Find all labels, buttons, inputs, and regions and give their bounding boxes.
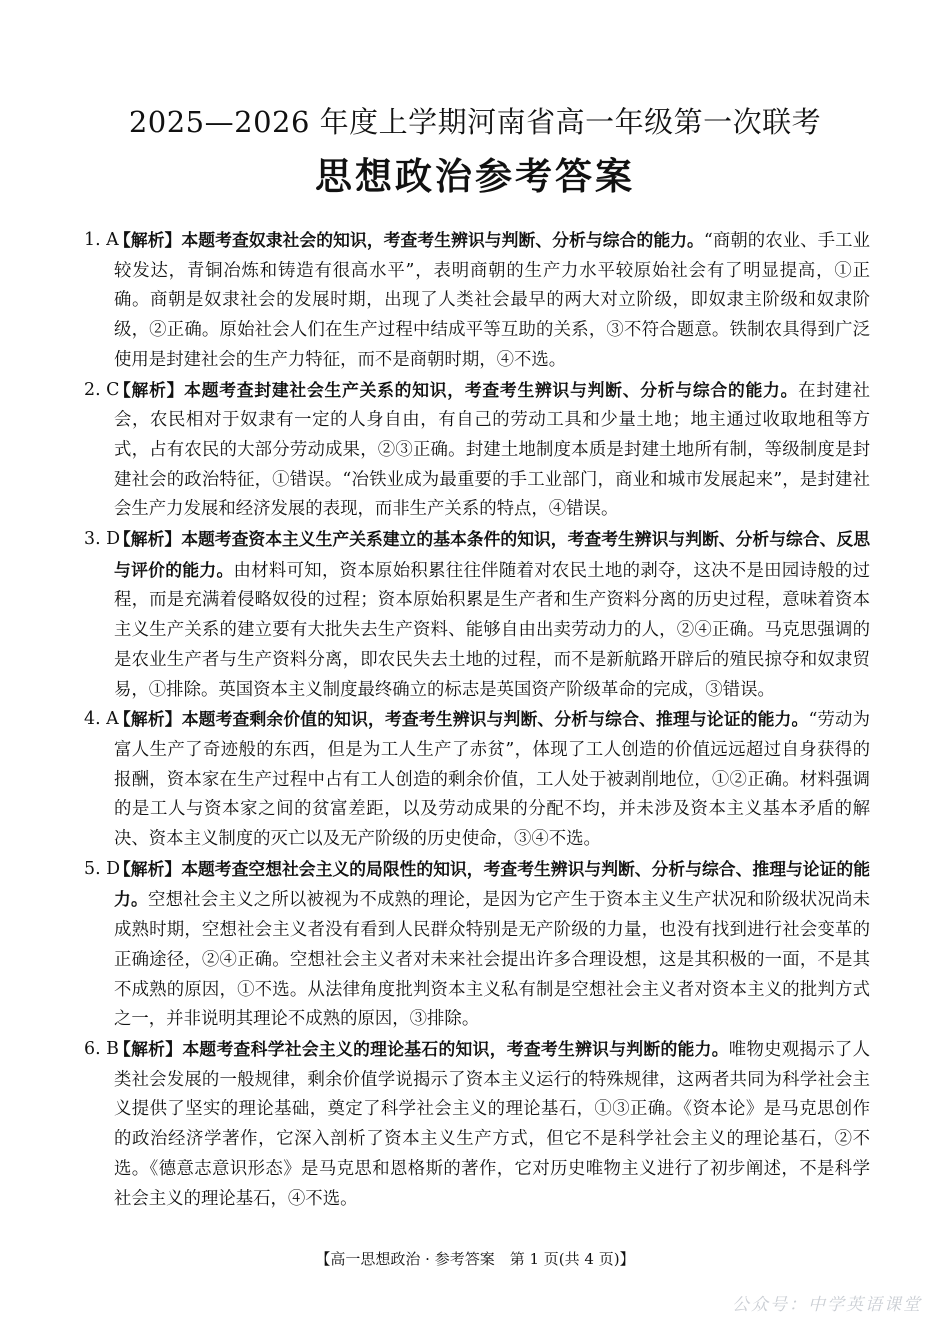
analysis-tag: 【解析】: [114, 529, 182, 550]
analysis-tag: 【解析】: [114, 230, 182, 250]
page-title: 思想政治参考答案: [315, 155, 635, 198]
analysis-tag: 【解析】: [114, 379, 185, 400]
analysis-tag: 【解析】: [114, 858, 182, 879]
answer-item-1: [84, 226, 870, 376]
answer-item-4: [84, 705, 870, 855]
answer-item-5: [84, 855, 870, 1035]
answer-number: 4. A: [84, 709, 119, 730]
analysis-body: “商朝的农业、手工业较发达，青铜冶炼和铸造有很高水平”，表明商朝的生产力水平较原始社会有了明显提高，①正确。商朝是奴隶社会的发展时期，出现了人类社会最早的两大对立阶级，即奴隶主阶级和奴隶阶级，②正确。原始社会人们在生产过程中结成平等互助的关系，③不符合题意。铁制农具得到广泛使用是封建社会的生产力特征，而不是商朝时期，④不选。: [114, 231, 870, 370]
analysis-body: 由材料可知，资本原始积累往往伴随着对农民土地的剥夺，这决不是田园诗般的过程，而是充满着侵略奴役的过程；资本原始积累是生产者和生产资料分离的历史过程，意味着资本主义生产关系的建立要有大批失去生产资料、能够自由出卖劳动力的人，②④正确。马克思强调的是农业生产者与生产资料分离，即农民失去土地的过程，而不是新航路开辟后的殖民掠夺和奴隶贸易，①排除。英国资本主义制度最终确立的标志是英国资产阶级革命的完成，③错误。: [114, 560, 870, 700]
analysis-tag: 【解析】: [114, 709, 182, 730]
analysis-tag: 【解析】: [114, 1038, 183, 1059]
page-footer: 【高一思想政治 · 参考答案 第 1 页(共 4 页)】: [315, 1250, 635, 1268]
analysis-lead: 本题考查资本主义生产关系建立的基本条件的知识，考查考生辨识与判断、分析与综合、反思与评价的能力。: [114, 529, 870, 580]
answer-number: 5. D: [84, 858, 121, 879]
answer-number: 3. D: [84, 529, 121, 550]
analysis-lead: 本题考查剩余价值的知识，考查考生辨识与判断、分析与综合、推理与论证的能力。: [181, 709, 809, 730]
answer-number: 2. C: [84, 379, 120, 400]
answer-item-6: [84, 1035, 870, 1214]
watermark-text: 公众号：中学英语课堂: [732, 1295, 922, 1315]
answer-item-3: [84, 525, 870, 705]
analysis-lead: 本题考查封建社会生产关系的知识，考查考生辨识与判断、分析与综合的能力。: [184, 379, 799, 400]
exam-title: 2025—2026 年度上学期河南省高一年级第一次联考: [128, 105, 822, 139]
analysis-lead: 本题考查科学社会主义的理论基石的知识，考查考生辨识与判断的能力。: [182, 1038, 729, 1059]
analysis-body: 空想社会主义之所以被视为不成熟的理论，是因为它产生于资本主义生产状况和阶级状况尚未成熟时期，空想社会主义者没有看到人民群众特别是无产阶级的力量，也没有找到进行社会变革的正确途径，②④正确。空想社会主义者对未来社会提出许多合理设想，这是其积极的一面，不是其不成熟的原因，①不选。从法律角度批判资本主义私有制是空想社会主义者对资本主义的批判方式之一，并非说明其理论不成熟的原因，③排除。: [114, 890, 870, 1030]
answer-item-2: [84, 376, 870, 526]
answer-number: 6. B: [84, 1038, 119, 1059]
analysis-body: 在封建社会，农民相对于奴隶有一定的人身自由，有自己的劳动工具和少量土地；地主通过收取地租等方式，占有农民的大部分劳动成果，②③正确。封建土地制度本质是封建土地所有制，等级制度是封建社会的政治特征，①错误。“冶铁业成为最重要的手工业部门，商业和城市发展起来”，是封建社会生产力发展和经济发展的表现，而非生产关系的特点，④错误。: [114, 380, 870, 520]
analysis-lead: 本题考查奴隶社会的知识，考查考生辨识与判断、分析与综合的能力。: [181, 230, 704, 250]
analysis-lead: 本题考查空想社会主义的局限性的知识，考查考生辨识与判断、分析与综合、推理与论证的能力。: [114, 858, 870, 910]
analysis-body: “劳动为富人生产了奇迹般的东西，但是为工人生产了赤贫”，体现了工人创造的价值远远超过自身获得的报酬，资本家在生产过程中占有工人创造的剩余价值，工人处于被剥削地位，①②正确。材料强调的是工人与资本家之间的贫富差距，以及劳动成果的分配不均，并未涉及资本主义基本矛盾的解决、资本主义制度的灭亡以及无产阶级的历史使命，③④不选。: [114, 710, 870, 850]
analysis-body: 唯物史观揭示了人类社会发展的一般规律，剩余价值学说揭示了资本主义运行的特殊规律，这两者共同为科学社会主义提供了坚实的理论基础，奠定了科学社会主义的理论基石，①③正确。《资本论》是马克思创作的政治经济学著作，它深入剖析了资本主义生产方式，但它不是科学社会主义的理论基石，②不选。《德意志意识形态》是马克思和恩格斯的著作，它对历史唯物主义进行了初步阐述，不是科学社会主义的理论基石，④不选。: [114, 1039, 870, 1209]
answer-number: 1. A: [84, 230, 119, 250]
answer-list: [84, 226, 870, 1214]
